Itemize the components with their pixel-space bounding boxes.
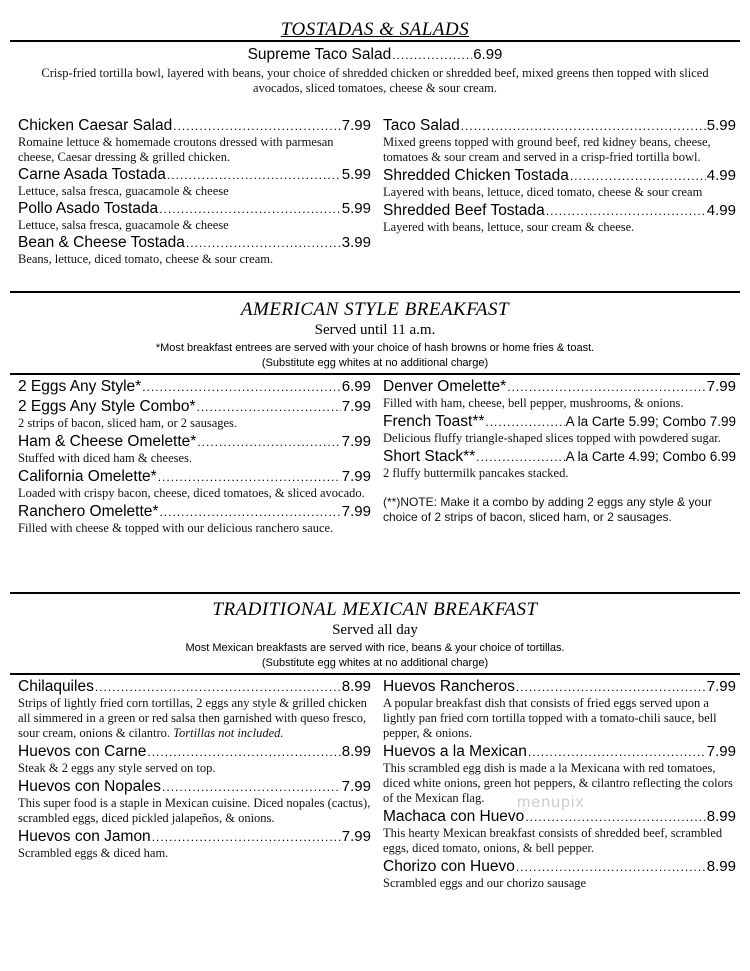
item-desc: Scrambled eggs and our chorizo sausage	[383, 876, 587, 890]
leader-dots	[158, 470, 341, 484]
item-desc: 2 strips of bacon, sliced ham, or 2 sausages.	[18, 416, 238, 430]
section-title-tostadas: TOSTADAS & SALADS	[280, 19, 470, 40]
leader-dots	[507, 380, 706, 394]
section-note: (Substitute egg whites at no additional charge)	[261, 357, 489, 369]
leader-dots	[159, 202, 341, 216]
combo-note: (**)NOTE: Make it a combo by adding 2 eggs any style & your choice of 2 strips of bacon, sliced ham, or 2 sausages.	[383, 495, 712, 524]
item-price: 7.99	[341, 398, 371, 415]
item-name: Machaca con Huevo	[383, 808, 525, 825]
american-left-column	[18, 378, 371, 536]
leader-dots	[392, 48, 472, 62]
item-name: 2 Eggs Any Style Combo*	[18, 398, 196, 415]
item-name: Ham & Cheese Omelette*	[18, 433, 197, 450]
tostadas-right-column	[383, 117, 736, 235]
item-price: 6.99	[341, 378, 371, 395]
menu-item	[18, 117, 371, 165]
item-price: 8.99	[341, 678, 371, 695]
menu-item	[18, 398, 371, 431]
item-price: 7.99	[341, 117, 371, 134]
item-price: A la Carte 5.99; Combo 7.99	[565, 414, 736, 429]
item-name: Short Stack**	[383, 448, 476, 465]
item-name: Shredded Beef Tostada	[383, 202, 545, 219]
item-name: Huevos Rancheros	[383, 678, 515, 695]
menu-item	[383, 858, 736, 891]
item-name: Chicken Caesar Salad	[18, 117, 173, 134]
menu-item	[18, 778, 371, 826]
menu-item	[18, 743, 371, 776]
item-price: 7.99	[706, 678, 736, 695]
menu-item	[18, 378, 371, 396]
divider	[10, 40, 740, 42]
tostadas-left-column	[18, 117, 371, 267]
leader-dots	[525, 810, 705, 824]
item-price: 4.99	[706, 202, 736, 219]
item-name: Huevos con Nopales	[18, 778, 162, 795]
item-name: Ranchero Omelette*	[18, 503, 159, 520]
item-desc: Filled with cheese & topped with our delicious ranchero sauce.	[18, 521, 334, 535]
item-price: 7.99	[706, 378, 736, 395]
item-desc: This super food is a staple in Mexican cuisine. Diced nopales (cactus), scrambled eggs, diced pickled jalapeños, & onions.	[18, 796, 371, 825]
item-price: 5.99	[706, 117, 736, 134]
leader-dots	[476, 450, 564, 464]
leader-dots	[95, 680, 341, 694]
item-desc: This scrambled egg dish is made a la Mexicana with red tomatoes, diced white onions, green hot peppers, & cilantro reflecting the colors of the Mexican flag.	[383, 761, 733, 805]
item-price: A la Carte 4.99; Combo 6.99	[565, 449, 736, 464]
item-desc: Lettuce, salsa fresca, guacamole & cheese	[18, 184, 229, 198]
menu-item	[383, 413, 736, 446]
leader-dots	[516, 860, 706, 874]
menu-item	[18, 200, 371, 233]
section-note: *Most breakfast entrees are served with your choice of hash browns or home fries & toast.	[155, 342, 595, 354]
item-name: 2 Eggs Any Style*	[18, 378, 142, 395]
item-price: 7.99	[706, 743, 736, 760]
item-desc: Filled with ham, cheese, bell pepper, mushrooms, & onions.	[383, 396, 684, 410]
item-desc: A popular breakfast dish that consists of fried eggs served upon a lightly pan fried corn tortilla topped with a tomato-chili sauce, bell pepper, & onions.	[383, 696, 717, 740]
item-name: Taco Salad	[383, 117, 460, 134]
item-desc: Layered with beans, lettuce, sour cream & cheese.	[383, 220, 635, 234]
divider	[10, 673, 740, 675]
item-price: 8.99	[706, 858, 736, 875]
item-desc-note: Tortillas not included.	[173, 726, 284, 740]
item-name: Supreme Taco Salad	[247, 46, 392, 63]
menu-item	[383, 202, 736, 235]
item-desc: Romaine lettuce & homemade croutons dressed with parmesan cheese, Caesar dressing & grilled chicken.	[18, 135, 334, 164]
item-name: French Toast**	[383, 413, 485, 430]
item-desc: Mixed greens topped with ground beef, red kidney beans, cheese, tomatoes & sour cream and served in a crisp-fried tortilla bowl.	[383, 135, 711, 164]
item-price: 6.99	[473, 46, 503, 63]
menu-item	[383, 378, 736, 411]
menu-item	[18, 678, 371, 741]
leader-dots	[197, 400, 341, 414]
leader-dots	[152, 830, 341, 844]
item-name: Denver Omelette*	[383, 378, 507, 395]
section-title-american: AMERICAN STYLE BREAKFAST	[240, 299, 510, 320]
leader-dots	[528, 745, 706, 759]
item-name: Pollo Asado Tostada	[18, 200, 159, 217]
item-name: Chorizo con Huevo	[383, 858, 515, 875]
menu-item	[383, 167, 736, 200]
leader-dots	[461, 119, 706, 133]
item-name: Bean & Cheese Tostada	[18, 234, 185, 251]
leader-dots	[167, 168, 341, 182]
item-price: 5.99	[341, 200, 371, 217]
item-price: 7.99	[341, 828, 371, 845]
leader-dots	[570, 169, 706, 183]
item-desc: Scrambled eggs & diced ham.	[18, 846, 169, 860]
item-desc: This hearty Mexican breakfast consists of shredded beef, scrambled eggs, diced tomato, onions, & bell pepper.	[383, 826, 723, 855]
divider	[10, 291, 740, 293]
leader-dots	[485, 415, 564, 429]
american-right-column	[383, 378, 736, 525]
item-desc: Layered with beans, lettuce, diced tomato, cheese & sour cream	[383, 185, 703, 199]
item-desc: Strips of lightly fried corn tortillas, 2 eggs any style & grilled chicken all simmered in a green or red salsa then garnished with queso fresco, sour cream, onions & cilantro. Tortillas not included.	[18, 696, 367, 740]
item-price: 7.99	[341, 503, 371, 520]
item-desc: Steak & 2 eggs any style served on top.	[18, 761, 216, 775]
item-price: 5.99	[341, 166, 371, 183]
leader-dots	[147, 745, 340, 759]
item-name: Chilaquiles	[18, 678, 94, 695]
leader-dots	[173, 119, 341, 133]
item-price: 8.99	[706, 808, 736, 825]
section-note: Most Mexican breakfasts are served with rice, beans & your choice of tortillas.	[185, 642, 565, 654]
divider	[10, 592, 740, 594]
mexican-left-column	[18, 678, 371, 861]
section-subtitle: Served until 11 a.m.	[314, 322, 436, 338]
section-subtitle: Served all day	[332, 622, 418, 638]
section-title-mexican: TRADITIONAL MEXICAN BREAKFAST	[212, 599, 538, 620]
item-name: California Omelette*	[18, 468, 157, 485]
item-name: Carne Asada Tostada	[18, 166, 166, 183]
item-desc: Stuffed with diced ham & cheeses.	[18, 451, 193, 465]
menu-item	[383, 117, 736, 165]
leader-dots	[162, 780, 341, 794]
menu-item	[18, 468, 371, 501]
menu-item	[18, 234, 371, 267]
leader-dots	[516, 680, 706, 694]
leader-dots	[159, 505, 340, 519]
menu-item	[18, 503, 371, 536]
item-price: 8.99	[341, 743, 371, 760]
menu-item	[18, 166, 371, 199]
item-desc: Crisp-fried tortilla bowl, layered with beans, your choice of shredded chicken or shredded beef, mixed greens then topped with sliced avocados, sliced tomatoes, cheese & sour cream.	[41, 66, 709, 95]
leader-dots	[197, 435, 340, 449]
mexican-right-column	[383, 678, 736, 891]
menu-item	[18, 828, 371, 861]
menu-item	[383, 448, 736, 481]
divider	[10, 373, 740, 375]
featured-item	[0, 46, 750, 96]
item-desc: Delicious fluffy triangle-shaped slices topped with powdered sugar.	[383, 431, 721, 445]
item-price: 7.99	[341, 468, 371, 485]
item-desc: Beans, lettuce, diced tomato, cheese & sour cream.	[18, 252, 274, 266]
leader-dots	[186, 236, 341, 250]
item-name: Huevos a la Mexican	[383, 743, 527, 760]
leader-dots	[142, 380, 341, 394]
leader-dots	[546, 204, 706, 218]
menu-item	[18, 433, 371, 466]
item-desc: Loaded with crispy bacon, cheese, diced tomatoes, & sliced avocado.	[18, 486, 365, 500]
item-price: 7.99	[341, 433, 371, 450]
menu-item	[383, 808, 736, 856]
item-name: Huevos con Jamon	[18, 828, 151, 845]
item-price: 7.99	[341, 778, 371, 795]
section-note: (Substitute egg whites at no additional charge)	[261, 657, 489, 669]
menu-item	[383, 678, 736, 741]
item-desc: Lettuce, salsa fresca, guacamole & cheese	[18, 218, 229, 232]
item-name: Huevos con Carne	[18, 743, 147, 760]
watermark: menupix	[517, 794, 585, 811]
item-desc: 2 fluffy buttermilk pancakes stacked.	[383, 466, 569, 480]
item-name: Shredded Chicken Tostada	[383, 167, 569, 184]
item-price: 3.99	[341, 234, 371, 251]
item-price: 4.99	[706, 167, 736, 184]
